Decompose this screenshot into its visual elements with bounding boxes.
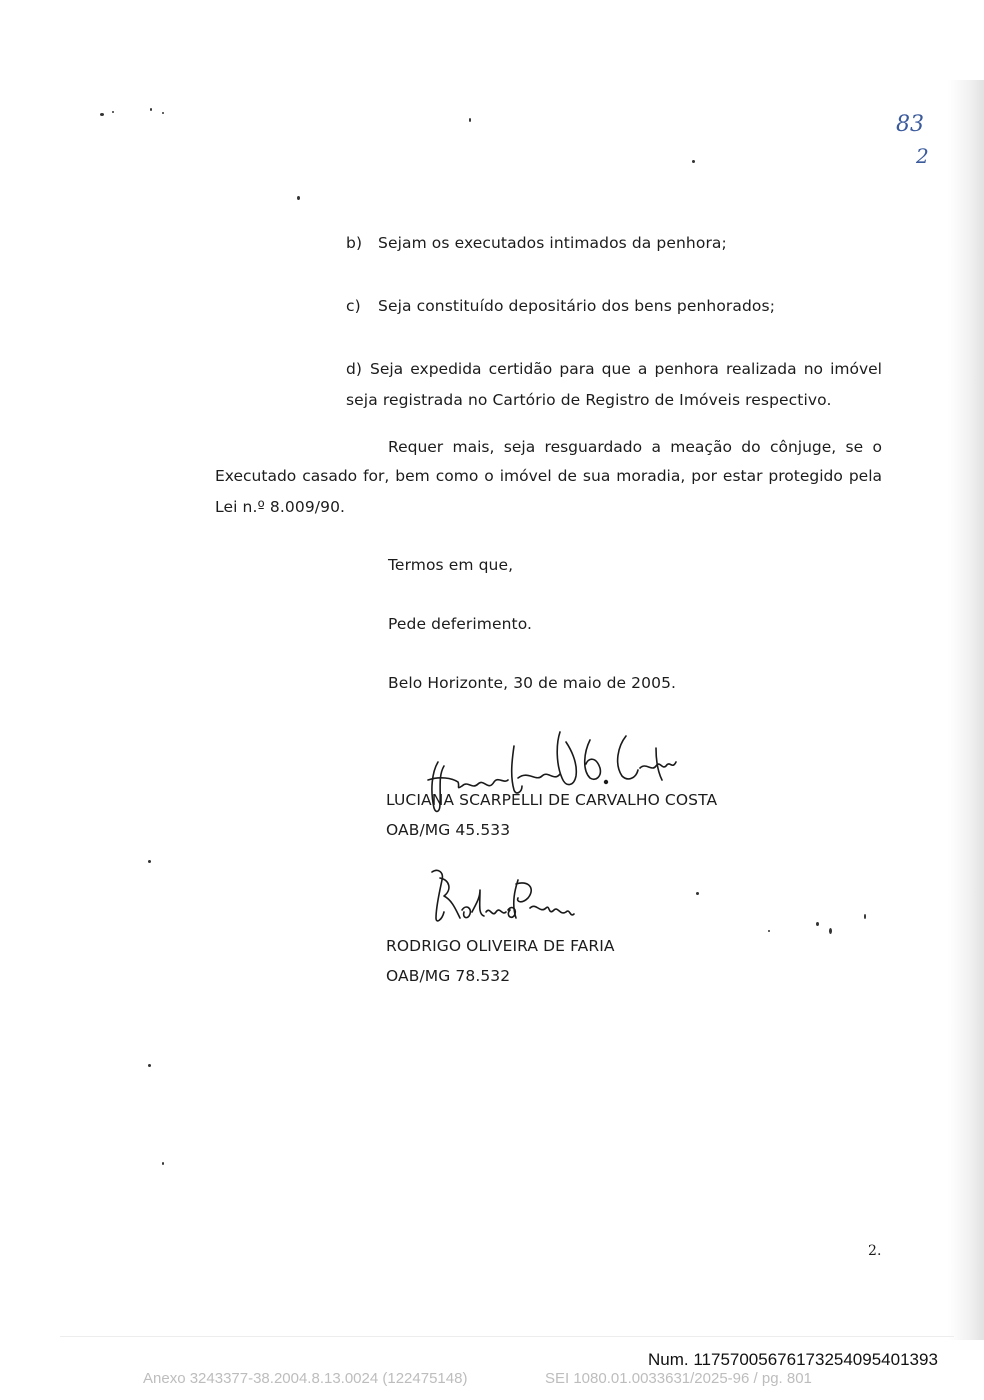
footer-divider [60,1336,954,1337]
handwritten-page-stamp-sub: 2 [916,144,929,168]
footer-document-number: Num. 11757005676173254095401393 [648,1350,938,1369]
signatory-2-name: RODRIGO OLIVEIRA DE FARIA [386,937,615,955]
list-marker: d) [346,360,362,378]
paragraph-line-3: Lei n.º 8.009/90. [215,498,346,516]
list-item-text: Seja constituído depositário dos bens penhorados; [378,297,776,315]
list-item-d-line2: seja registrada no Cartório de Registro de Imóveis respectivo. [346,391,832,409]
paragraph-line-1: Requer mais, seja resguardado a meação do cônjuge, se o [388,438,882,456]
closing-place-date: Belo Horizonte, 30 de maio de 2005. [388,674,677,692]
signatory-1-oab: OAB/MG 45.533 [386,821,511,839]
list-item-text: Sejam os executados intimados da penhora; [378,234,727,252]
footer-sei: SEI 1080.01.0033631/2025-96 / pg. 801 [545,1370,812,1387]
list-marker: b) [346,234,363,252]
page-number: 2. [868,1243,882,1259]
closing-request: Pede deferimento. [388,615,533,633]
paragraph-line-2: Executado casado for, bem como o imóvel de sua moradia, por estar protegido pela [215,467,882,485]
closing-terms: Termos em que, [388,556,514,574]
list-marker: c) [346,297,361,315]
signatory-2-oab: OAB/MG 78.532 [386,967,511,985]
list-item-text: Seja expedida certidão para que a penhora realizada no imóvel [370,360,882,378]
handwritten-page-stamp: 83 [896,112,924,137]
signatory-1-name: LUCIANA SCARPELLI DE CARVALHO COSTA [386,791,718,809]
footer-annex: Anexo 3243377-38.2004.8.13.0024 (122475148) [143,1370,468,1387]
